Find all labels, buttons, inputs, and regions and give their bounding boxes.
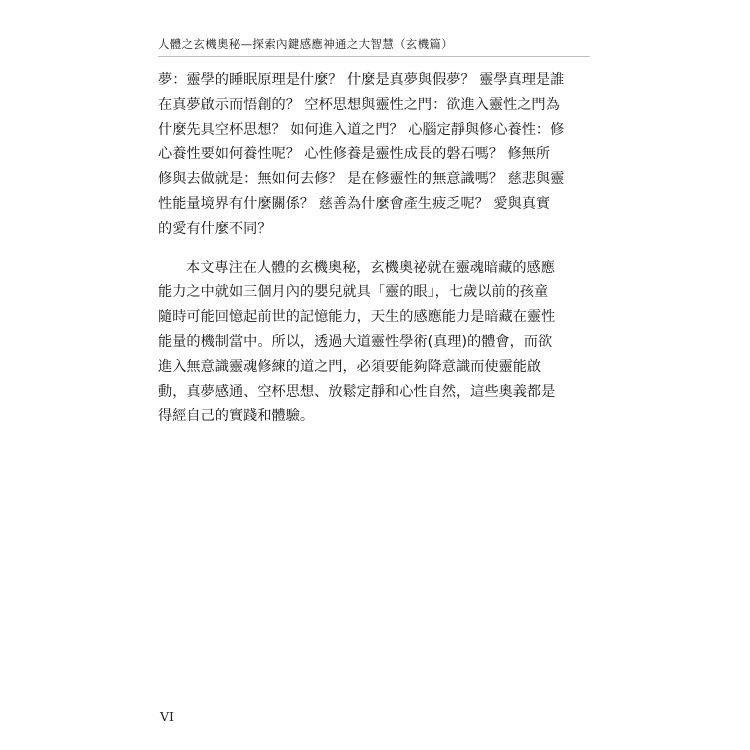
- text-line-content: 本文專注在人體的玄機奧秘，玄機奧祕就在靈魂暗藏的感應: [186, 259, 555, 276]
- paragraph-1: [158, 68, 590, 242]
- running-head: 人體之玄機奧秘—探索內鍵感應神通之大智慧（玄機篇）: [158, 37, 453, 51]
- text-line: 動，真夢感通、空杯思想、放鬆定靜和心性自然，這些奧義都是: [158, 383, 556, 400]
- text-line: 得經自己的實踐和體驗。: [158, 408, 315, 425]
- text-line: 修與去做就是：無如何去修？ 是在修靈性的無意識嗎？ 慈悲與靈: [158, 171, 565, 188]
- text-line: 心養性要如何養性呢？ 心性修養是靈性成長的磐石嗎？ 修無所: [158, 146, 551, 163]
- text-line: 性能量境界有什麼關係？ 慈善為什麼會產生疲乏呢？ 愛與真實: [158, 195, 551, 212]
- paragraph-2: [158, 256, 590, 430]
- text-line: 夢：靈學的睡眠原理是什麼？ 什麼是真夢與假夢？ 靈學真理是誰: [158, 72, 565, 88]
- text-line: 能力之中就如三個月內的嬰兒就具「靈的眼」，七歲以前的孩童: [158, 284, 549, 301]
- text-line: 進入無意識靈魂修練的道之門，必須要能夠降意識而使靈能啟: [158, 358, 542, 375]
- text-line: 什麼先具空杯思想？ 如何進入道之門？ 心腦定靜與修心養性：修: [158, 121, 565, 138]
- page-number: VI: [160, 709, 174, 724]
- body-text: [158, 68, 590, 429]
- text-line: 能量的機制當中。所以，透過大道靈性學術(真理)的體會，而欲: [158, 333, 553, 350]
- text-line: 的愛有什麼不同？: [158, 220, 272, 237]
- text-line: 隨時可能回憶起前世的記憶能力，天生的感應能力是暗藏在靈性: [158, 309, 556, 326]
- text-line: [158, 256, 590, 281]
- header-rule: [158, 56, 590, 57]
- text-line: 在真夢啟示而悟創的？ 空杯思想與靈性之門：欲進入靈性之門為: [158, 96, 560, 113]
